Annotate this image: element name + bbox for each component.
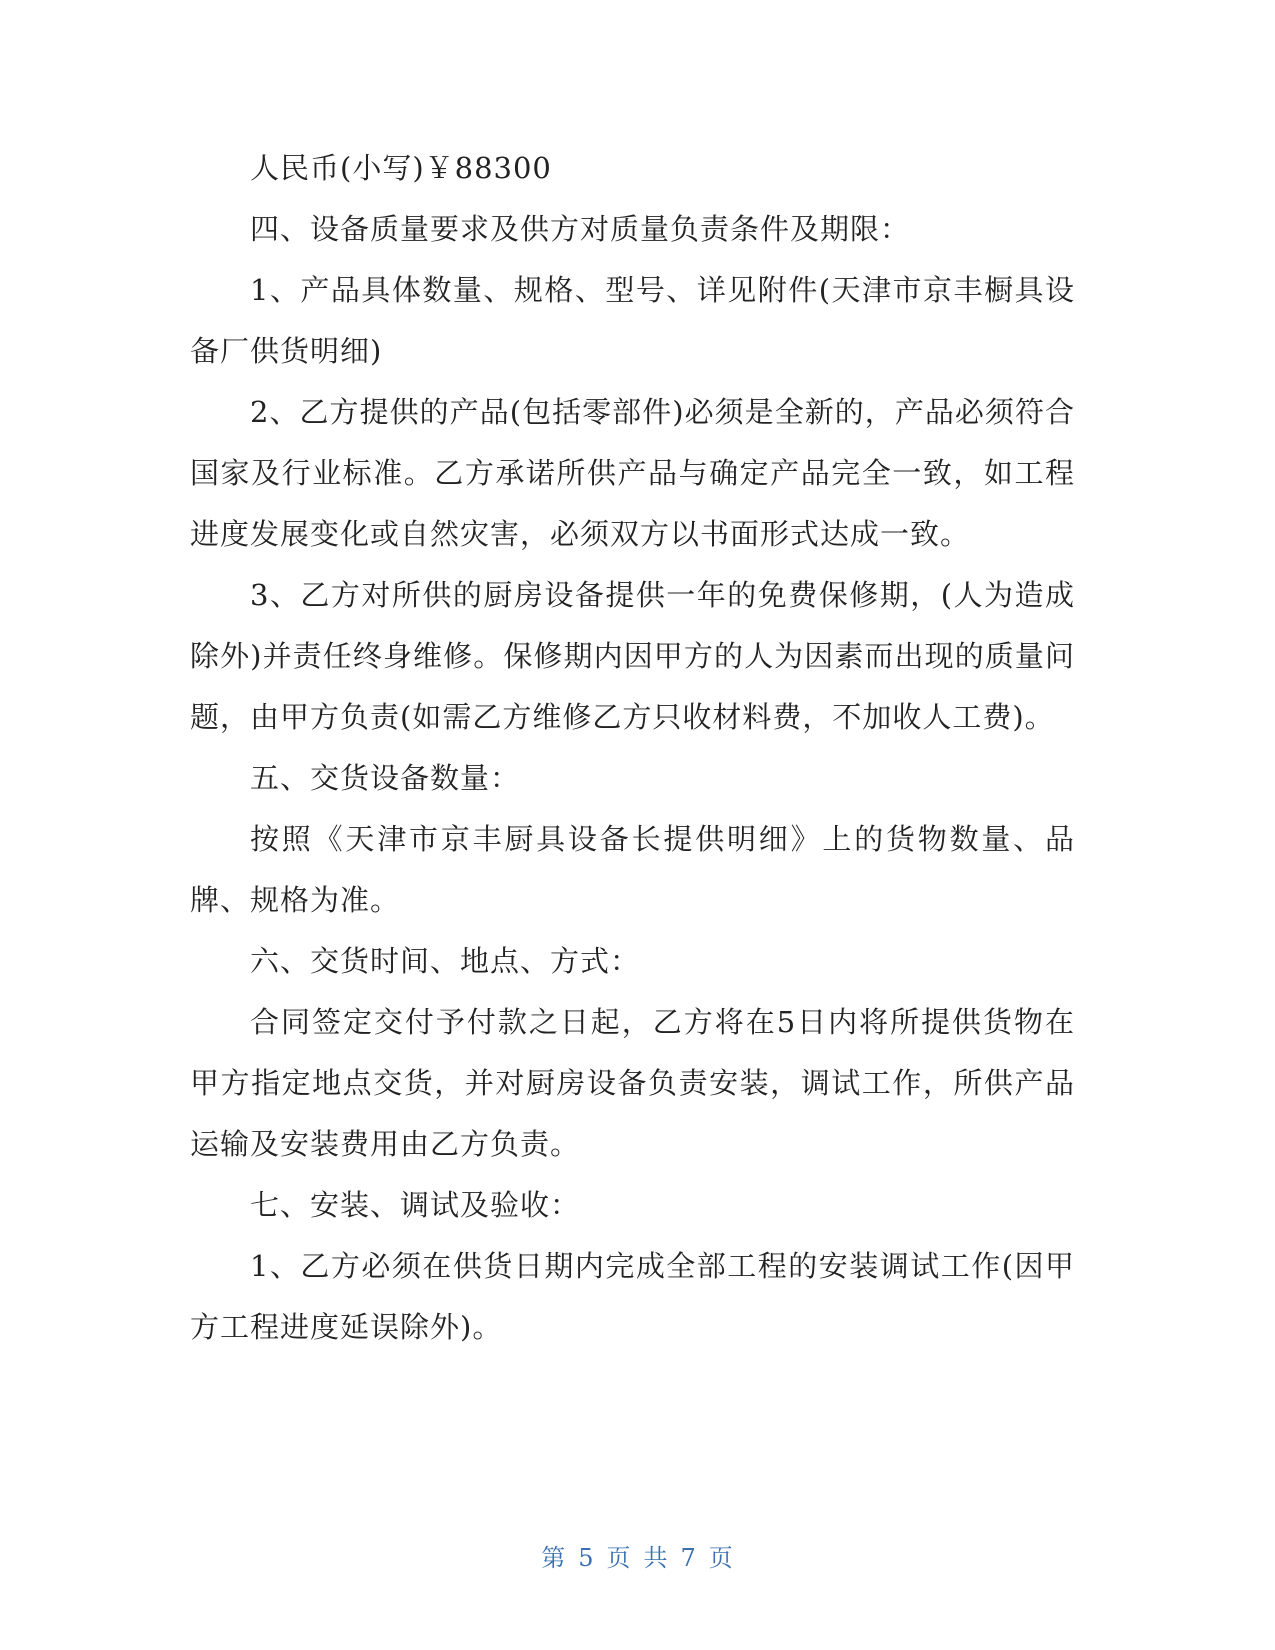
footer-label-total: 共 xyxy=(643,1544,669,1572)
section-heading-installation: 七、安装、调试及验收： xyxy=(250,1188,581,1222)
paragraph-delivery: 合同签定交付予付款之日起，乙方将在5日内将所提供货物在甲方指定地点交货，并对厨房设备负责安装，调试工作，所供产品运输及安装费用由乙方负责。 xyxy=(190,1005,1075,1161)
paragraph-quantity: 按照《天津市京丰厨具设备长提供明细》上的货物数量、品牌、规格为准。 xyxy=(190,822,1075,917)
page-number-footer xyxy=(0,1538,1275,1573)
section-heading-quantity: 五、交货设备数量： xyxy=(250,761,521,795)
section-heading-quality: 四、设备质量要求及供方对质量负责条件及期限： xyxy=(250,212,911,246)
section-heading-delivery: 六、交货时间、地点、方式： xyxy=(250,944,641,978)
footer-total-pages: 7 xyxy=(680,1544,697,1572)
paragraph-quality-item-2: 2、乙方提供的产品(包括零部件)必须是全新的，产品必须符合国家及行业标准。乙方承诺所供产品与确定产品完全一致，如工程进度发展变化或自然灾害，必须双方以书面形式达成一致。 xyxy=(190,395,1075,551)
paragraph-quality-item-3: 3、乙方对所供的厨房设备提供一年的免费保修期，(人为造成除外)并责任终身维修。保修期内因甲方的人为因素而出现的质量问题，由甲方负责(如需乙方维修乙方只收材料费，不加收人工费)。 xyxy=(190,578,1075,734)
footer-current-page: 5 xyxy=(578,1544,595,1572)
footer-label-ye: 页 xyxy=(606,1544,632,1572)
footer-label-page: 第 xyxy=(541,1544,567,1572)
paragraph-quality-item-1: 1、产品具体数量、规格、型号、详见附件(天津市京丰橱具设备厂供货明细) xyxy=(190,273,1075,368)
document-body xyxy=(190,138,1075,1358)
paragraph-installation-item-1: 1、乙方必须在供货日期内完成全部工程的安装调试工作(因甲方工程进度延误除外)。 xyxy=(190,1249,1075,1344)
footer-label-ye2: 页 xyxy=(708,1544,734,1572)
paragraph-amount: 人民币(小写)￥88300 xyxy=(250,151,552,185)
